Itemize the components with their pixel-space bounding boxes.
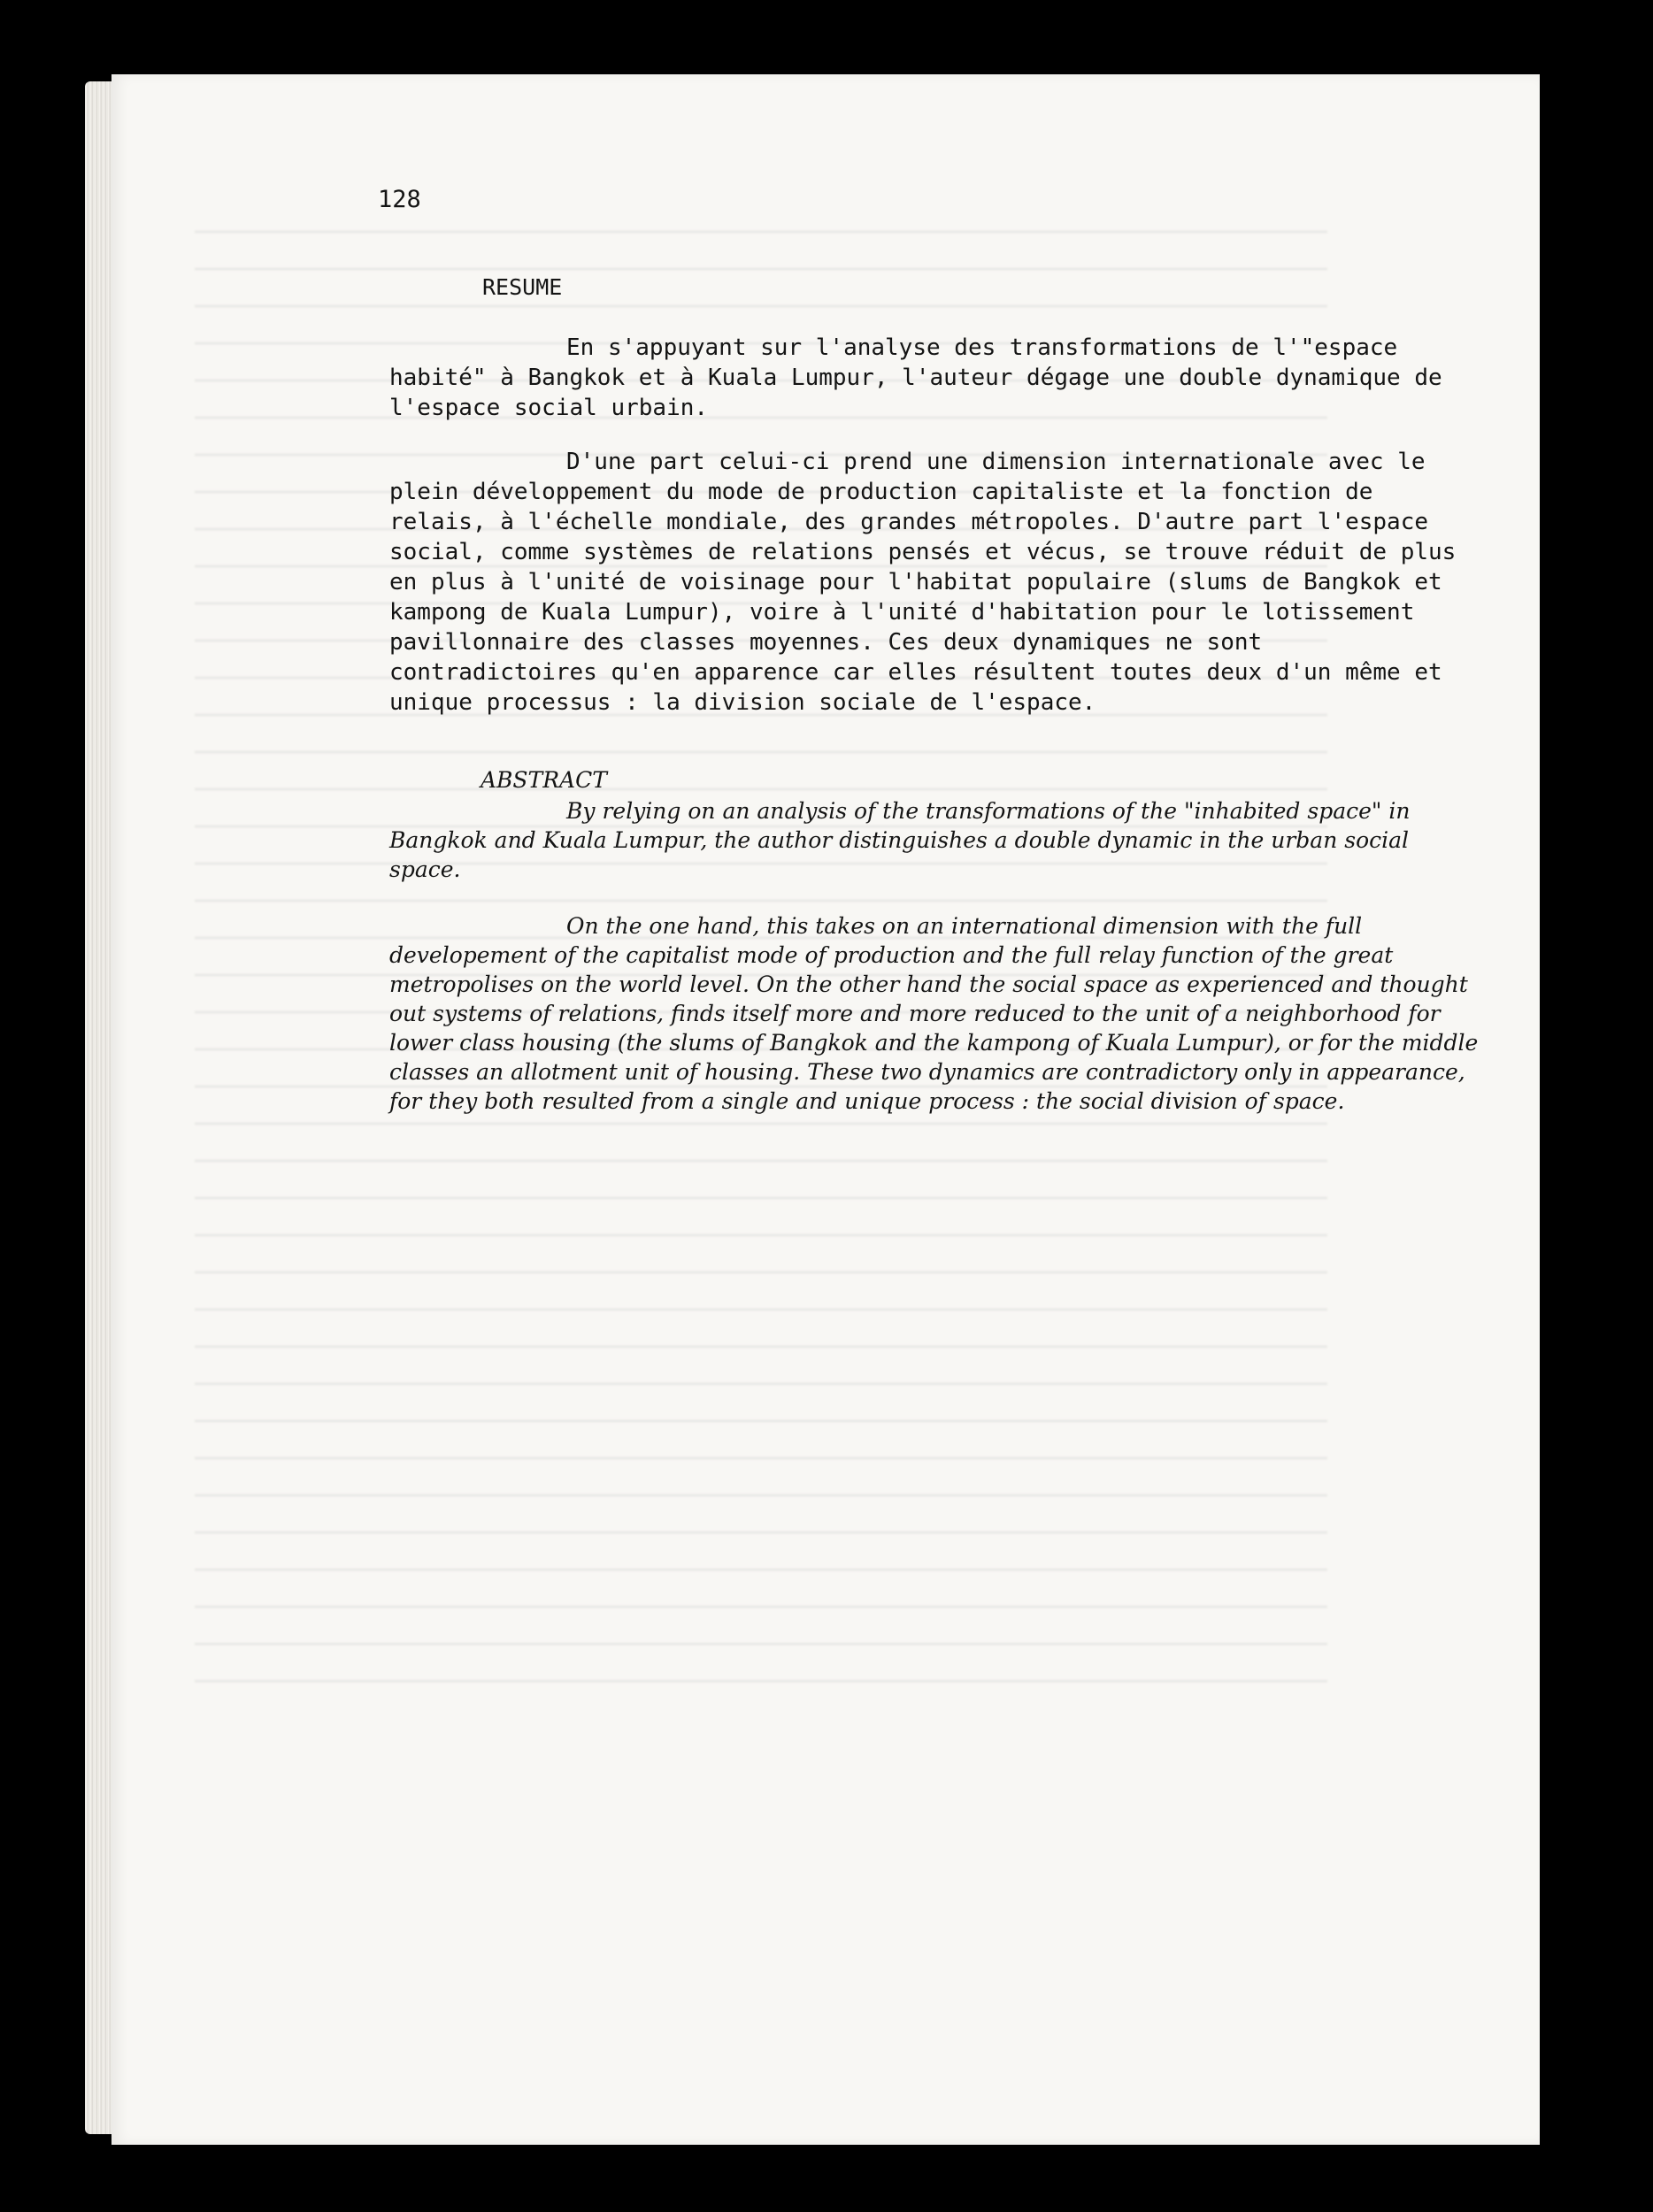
resume-heading: RESUME bbox=[482, 274, 563, 300]
resume-paragraph-1: En s'appuyant sur l'analyse des transformations de l'"espace habité" à Bangkok et à Kuala Lumpur, l'auteur dégage une double dynamique de l'espace social urbain. bbox=[389, 334, 1442, 421]
page-number: 128 bbox=[378, 186, 421, 213]
abstract-paragraph-1: By relying on an analysis of the transformations of the "inhabited space" in Bangkok and Kuala Lumpur, the author distinguishes a double dynamic in the urban social space. bbox=[389, 798, 1411, 882]
abstract-paragraph-2: On the one hand, this takes on an international dimension with the full developement of the capitalist mode of production and the full relay function of the great metropolises on the world level. On the other hand the social space as experienced and thought out systems of relations, finds itself more and more reduced to the unit of a neighborhood for lower class housing (the slums of Bangkok and the kampong of Kuala Lumpur), or for the middle classes an allotment unit of housing. These two dynamics are contradictory only in appearance, for they both resulted from a single and unique process : the social division of space. bbox=[389, 913, 1479, 1114]
abstract-heading: ABSTRACT bbox=[481, 767, 607, 793]
resume-paragraph-2: D'une part celui-ci prend une dimension internationale avec le plein développement du mode de production capitaliste et la fonction de relais, à l'échelle mondiale, des grandes métropoles. D'autre part l'espace social, comme systèmes de relations pensés et vécus, se trouve réduit de plus en plus à l'unité de voisinage pour l'habitat populaire (slums de Bangkok et kampong de Kuala Lumpur), voire à l'unité d'habitation pour le lotissement pavillonnaire des classes moyennes. Ces deux dynamiques ne sont contradictoires qu'en apparence car elles résultent toutes deux d'un même et unique processus : la division sociale de l'espace. bbox=[389, 449, 1457, 716]
